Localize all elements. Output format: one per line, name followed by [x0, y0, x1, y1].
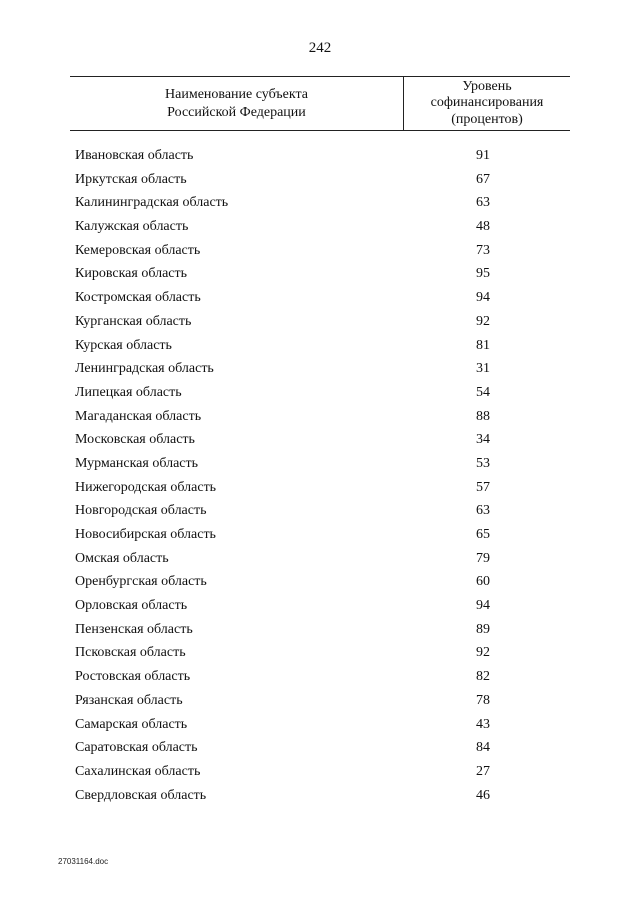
table-row	[0, 406, 640, 430]
region-name: Кировская область	[75, 266, 188, 282]
cofinancing-level-value: 91	[476, 148, 490, 163]
table-row	[0, 429, 640, 453]
cofinancing-level-value: 78	[476, 692, 490, 708]
cofinancing-level-value: 79	[476, 550, 490, 566]
table-row	[0, 785, 640, 809]
region-name: Орловская область	[75, 598, 188, 614]
cofinancing-level-value: 88	[476, 408, 490, 424]
page-number: 242	[308, 40, 332, 56]
region-name: Нижегородская область	[75, 479, 217, 495]
cofinancing-level-value: 31	[476, 361, 490, 377]
region-name: Московская область	[75, 432, 195, 448]
cofinancing-level-value: 84	[476, 740, 490, 756]
region-name: Рязанская область	[75, 692, 183, 708]
table-row	[0, 169, 640, 193]
region-name: Ивановская область	[75, 148, 194, 163]
document-id: 27031164.doc	[58, 857, 109, 866]
table-row	[0, 240, 640, 264]
region-name: Костромская область	[75, 290, 201, 306]
table-row	[0, 145, 640, 169]
cofinancing-level-value: 65	[476, 527, 490, 542]
header-subject-name: Наименование субъекта Российской Федерации	[70, 77, 404, 130]
table-row	[0, 263, 640, 287]
table-row	[0, 216, 640, 240]
region-name: Курская область	[75, 337, 172, 353]
table-row	[0, 500, 640, 524]
table-row	[0, 382, 640, 406]
table-row	[0, 548, 640, 572]
region-name: Оренбургская область	[75, 574, 207, 590]
table-row	[0, 287, 640, 311]
region-name: Калининградская область	[75, 195, 229, 211]
table-row	[0, 192, 640, 216]
region-name: Сахалинская область	[75, 763, 201, 779]
cofinancing-level-value: 95	[476, 266, 490, 282]
table-row	[0, 453, 640, 477]
table-row	[0, 714, 640, 738]
cofinancing-level-value: 53	[476, 455, 490, 471]
cofinancing-level-value: 60	[476, 574, 490, 590]
cofinancing-level-value: 73	[476, 242, 490, 258]
cofinancing-level-value: 67	[476, 171, 490, 187]
table-row	[0, 595, 640, 619]
region-name: Омская область	[75, 550, 169, 566]
table-body	[0, 145, 640, 808]
cofinancing-level-value: 89	[476, 621, 490, 637]
cofinancing-level-value: 48	[476, 219, 490, 235]
region-name: Свердловская область	[75, 787, 207, 803]
header-cofinancing-level: Уровень софинансирования (процентов)	[430, 78, 544, 127]
table-row	[0, 311, 640, 335]
table-row	[0, 477, 640, 501]
table-header	[70, 76, 570, 131]
table-row	[0, 642, 640, 666]
table-row	[0, 335, 640, 359]
table-row	[0, 571, 640, 595]
table-row	[0, 737, 640, 761]
region-name: Калужская область	[75, 219, 189, 235]
region-name: Кемеровская область	[75, 242, 201, 258]
cofinancing-level-value: 92	[476, 313, 490, 329]
cofinancing-level-value: 92	[476, 645, 490, 661]
cofinancing-level-value: 57	[476, 479, 490, 495]
table-row	[0, 690, 640, 714]
region-name: Иркутская область	[75, 171, 187, 187]
region-name: Ленинградская область	[75, 361, 214, 377]
table-row	[0, 524, 640, 548]
cofinancing-level-value: 27	[476, 763, 490, 779]
cofinancing-level-value: 54	[476, 384, 490, 400]
region-name: Ростовская область	[75, 669, 191, 685]
cofinancing-level-value: 94	[476, 290, 490, 306]
cofinancing-level-value: 94	[476, 598, 490, 614]
table-row	[0, 761, 640, 785]
table-row	[0, 358, 640, 382]
cofinancing-level-value: 63	[476, 195, 490, 211]
region-name: Курганская область	[75, 313, 192, 329]
table-row	[0, 666, 640, 690]
region-name: Магаданская область	[75, 408, 202, 424]
cofinancing-level-value: 34	[476, 432, 490, 448]
region-name: Новосибирская область	[75, 527, 216, 542]
cofinancing-level-value: 46	[476, 787, 490, 803]
region-name: Пензенская область	[75, 621, 193, 637]
region-name: Псковская область	[75, 645, 186, 661]
cofinancing-level-value: 43	[476, 716, 490, 732]
region-name: Липецкая область	[75, 384, 182, 400]
region-name: Мурманская область	[75, 455, 199, 471]
cofinancing-level-value: 82	[476, 669, 490, 685]
region-name: Саратовская область	[75, 740, 198, 756]
cofinancing-level-value: 81	[476, 337, 490, 353]
table-row	[0, 619, 640, 643]
region-name: Новгородская область	[75, 503, 207, 519]
cofinancing-level-value: 63	[476, 503, 490, 519]
region-name: Самарская область	[75, 716, 188, 732]
